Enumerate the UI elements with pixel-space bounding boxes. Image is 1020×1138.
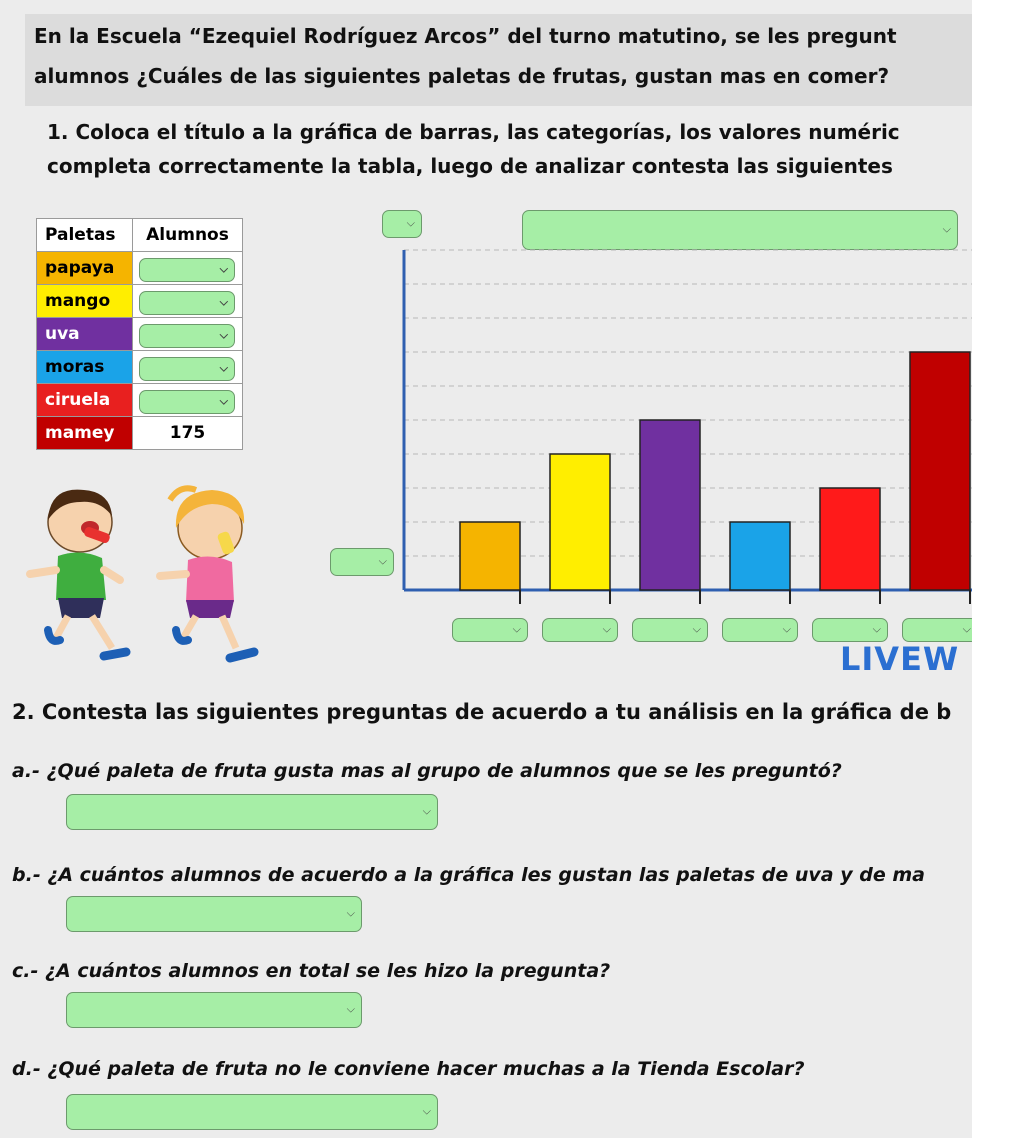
category-dropdown[interactable]	[902, 618, 972, 642]
category-dropdown[interactable]	[812, 618, 888, 642]
fruit-table	[36, 218, 243, 450]
chevron-down-icon: ⌵	[692, 622, 701, 636]
section-2-title: 2. Contesta las siguientes preguntas de acuerdo a tu análisis en la gráfica de b	[12, 700, 952, 724]
moras-value-dropdown[interactable]	[139, 357, 235, 381]
bar	[550, 454, 610, 590]
uva-value-dropdown[interactable]	[139, 324, 235, 348]
bar	[820, 488, 880, 590]
question-d: d.- ¿Qué paleta de fruta no le conviene hacer muchas a la Tienda Escolar?	[12, 1058, 805, 1080]
bar	[910, 352, 970, 590]
chevron-down-icon: ⌵	[378, 554, 387, 568]
question-c: c.- ¿A cuántos alumnos en total se les hizo la pregunta?	[12, 960, 611, 982]
chevron-down-icon: ⌵	[872, 622, 881, 636]
liveworksheets-logo	[840, 640, 959, 678]
fruit-label-moras: moras	[37, 351, 133, 384]
chevron-down-icon: ⌵	[782, 622, 791, 636]
fruit-label-ciruela: ciruela	[37, 384, 133, 417]
table-row	[37, 351, 243, 384]
table-row	[37, 318, 243, 351]
chevron-down-icon: ⌵	[422, 804, 431, 818]
question-b: b.- ¿A cuántos alumnos de acuerdo a la gráfica les gustan las paletas de uva y de ma	[12, 864, 925, 886]
answer-a-dropdown[interactable]	[66, 794, 438, 830]
bar	[640, 420, 700, 590]
bar	[460, 522, 520, 590]
category-dropdown[interactable]	[542, 618, 618, 642]
category-dropdown[interactable]	[632, 618, 708, 642]
chevron-down-icon: ⌵	[219, 361, 228, 375]
table-header-row	[37, 219, 243, 252]
mamey-value: 175	[133, 417, 243, 450]
chevron-down-icon: ⌵	[962, 622, 971, 636]
table-header-alumnos: Alumnos	[133, 219, 243, 252]
header-line-2: alumnos ¿Cuáles de las siguientes paletas de frutas, gustan mas en comer?	[34, 64, 890, 88]
header-line-1: En la Escuela “Ezequiel Rodríguez Arcos” del turno matutino, se les pregunt	[34, 24, 897, 48]
chevron-down-icon: ⌵	[422, 1104, 431, 1118]
chevron-down-icon: ⌵	[406, 216, 415, 230]
table-row	[37, 252, 243, 285]
instruction-line-1: 1. Coloca el título a la gráfica de barras, las categorías, los valores numéric	[47, 120, 900, 144]
fruit-label-uva: uva	[37, 318, 133, 351]
table-row	[37, 384, 243, 417]
table-row	[37, 285, 243, 318]
chevron-down-icon: ⌵	[219, 394, 228, 408]
category-dropdown[interactable]	[722, 618, 798, 642]
ciruela-value-dropdown[interactable]	[139, 390, 235, 414]
chevron-down-icon: ⌵	[602, 622, 611, 636]
table-header-paletas: Paletas	[37, 219, 133, 252]
fruit-label-papaya: papaya	[37, 252, 133, 285]
chart-scale-dropdown[interactable]	[382, 210, 422, 238]
chart-title-dropdown[interactable]	[522, 210, 958, 250]
question-a: a.- ¿Qué paleta de fruta gusta mas al grupo de alumnos que se les preguntó?	[12, 760, 842, 782]
table-row	[37, 417, 243, 450]
mango-value-dropdown[interactable]	[139, 291, 235, 315]
category-dropdown[interactable]	[452, 618, 528, 642]
answer-b-dropdown[interactable]	[66, 896, 362, 932]
papaya-value-dropdown[interactable]	[139, 258, 235, 282]
chevron-down-icon: ⌵	[346, 906, 355, 920]
answer-c-dropdown[interactable]	[66, 992, 362, 1028]
chevron-down-icon: ⌵	[219, 328, 228, 342]
fruit-label-mango: mango	[37, 285, 133, 318]
logo-text: LIVEW	[840, 640, 960, 678]
answer-d-dropdown[interactable]	[66, 1094, 438, 1130]
y-axis-value-dropdown[interactable]	[330, 548, 394, 576]
chevron-down-icon: ⌵	[512, 622, 521, 636]
chevron-down-icon: ⌵	[346, 1002, 355, 1016]
instruction-line-2: completa correctamente la tabla, luego de analizar contesta las siguientes	[47, 154, 893, 178]
bar-chart	[398, 246, 972, 606]
chevron-down-icon: ⌵	[219, 295, 228, 309]
fruit-label-mamey: mamey	[37, 417, 133, 450]
chevron-down-icon: ⌵	[942, 222, 951, 236]
chevron-down-icon: ⌵	[219, 262, 228, 276]
kids-eating-popsicles-illustration	[20, 480, 260, 680]
bar	[730, 522, 790, 590]
